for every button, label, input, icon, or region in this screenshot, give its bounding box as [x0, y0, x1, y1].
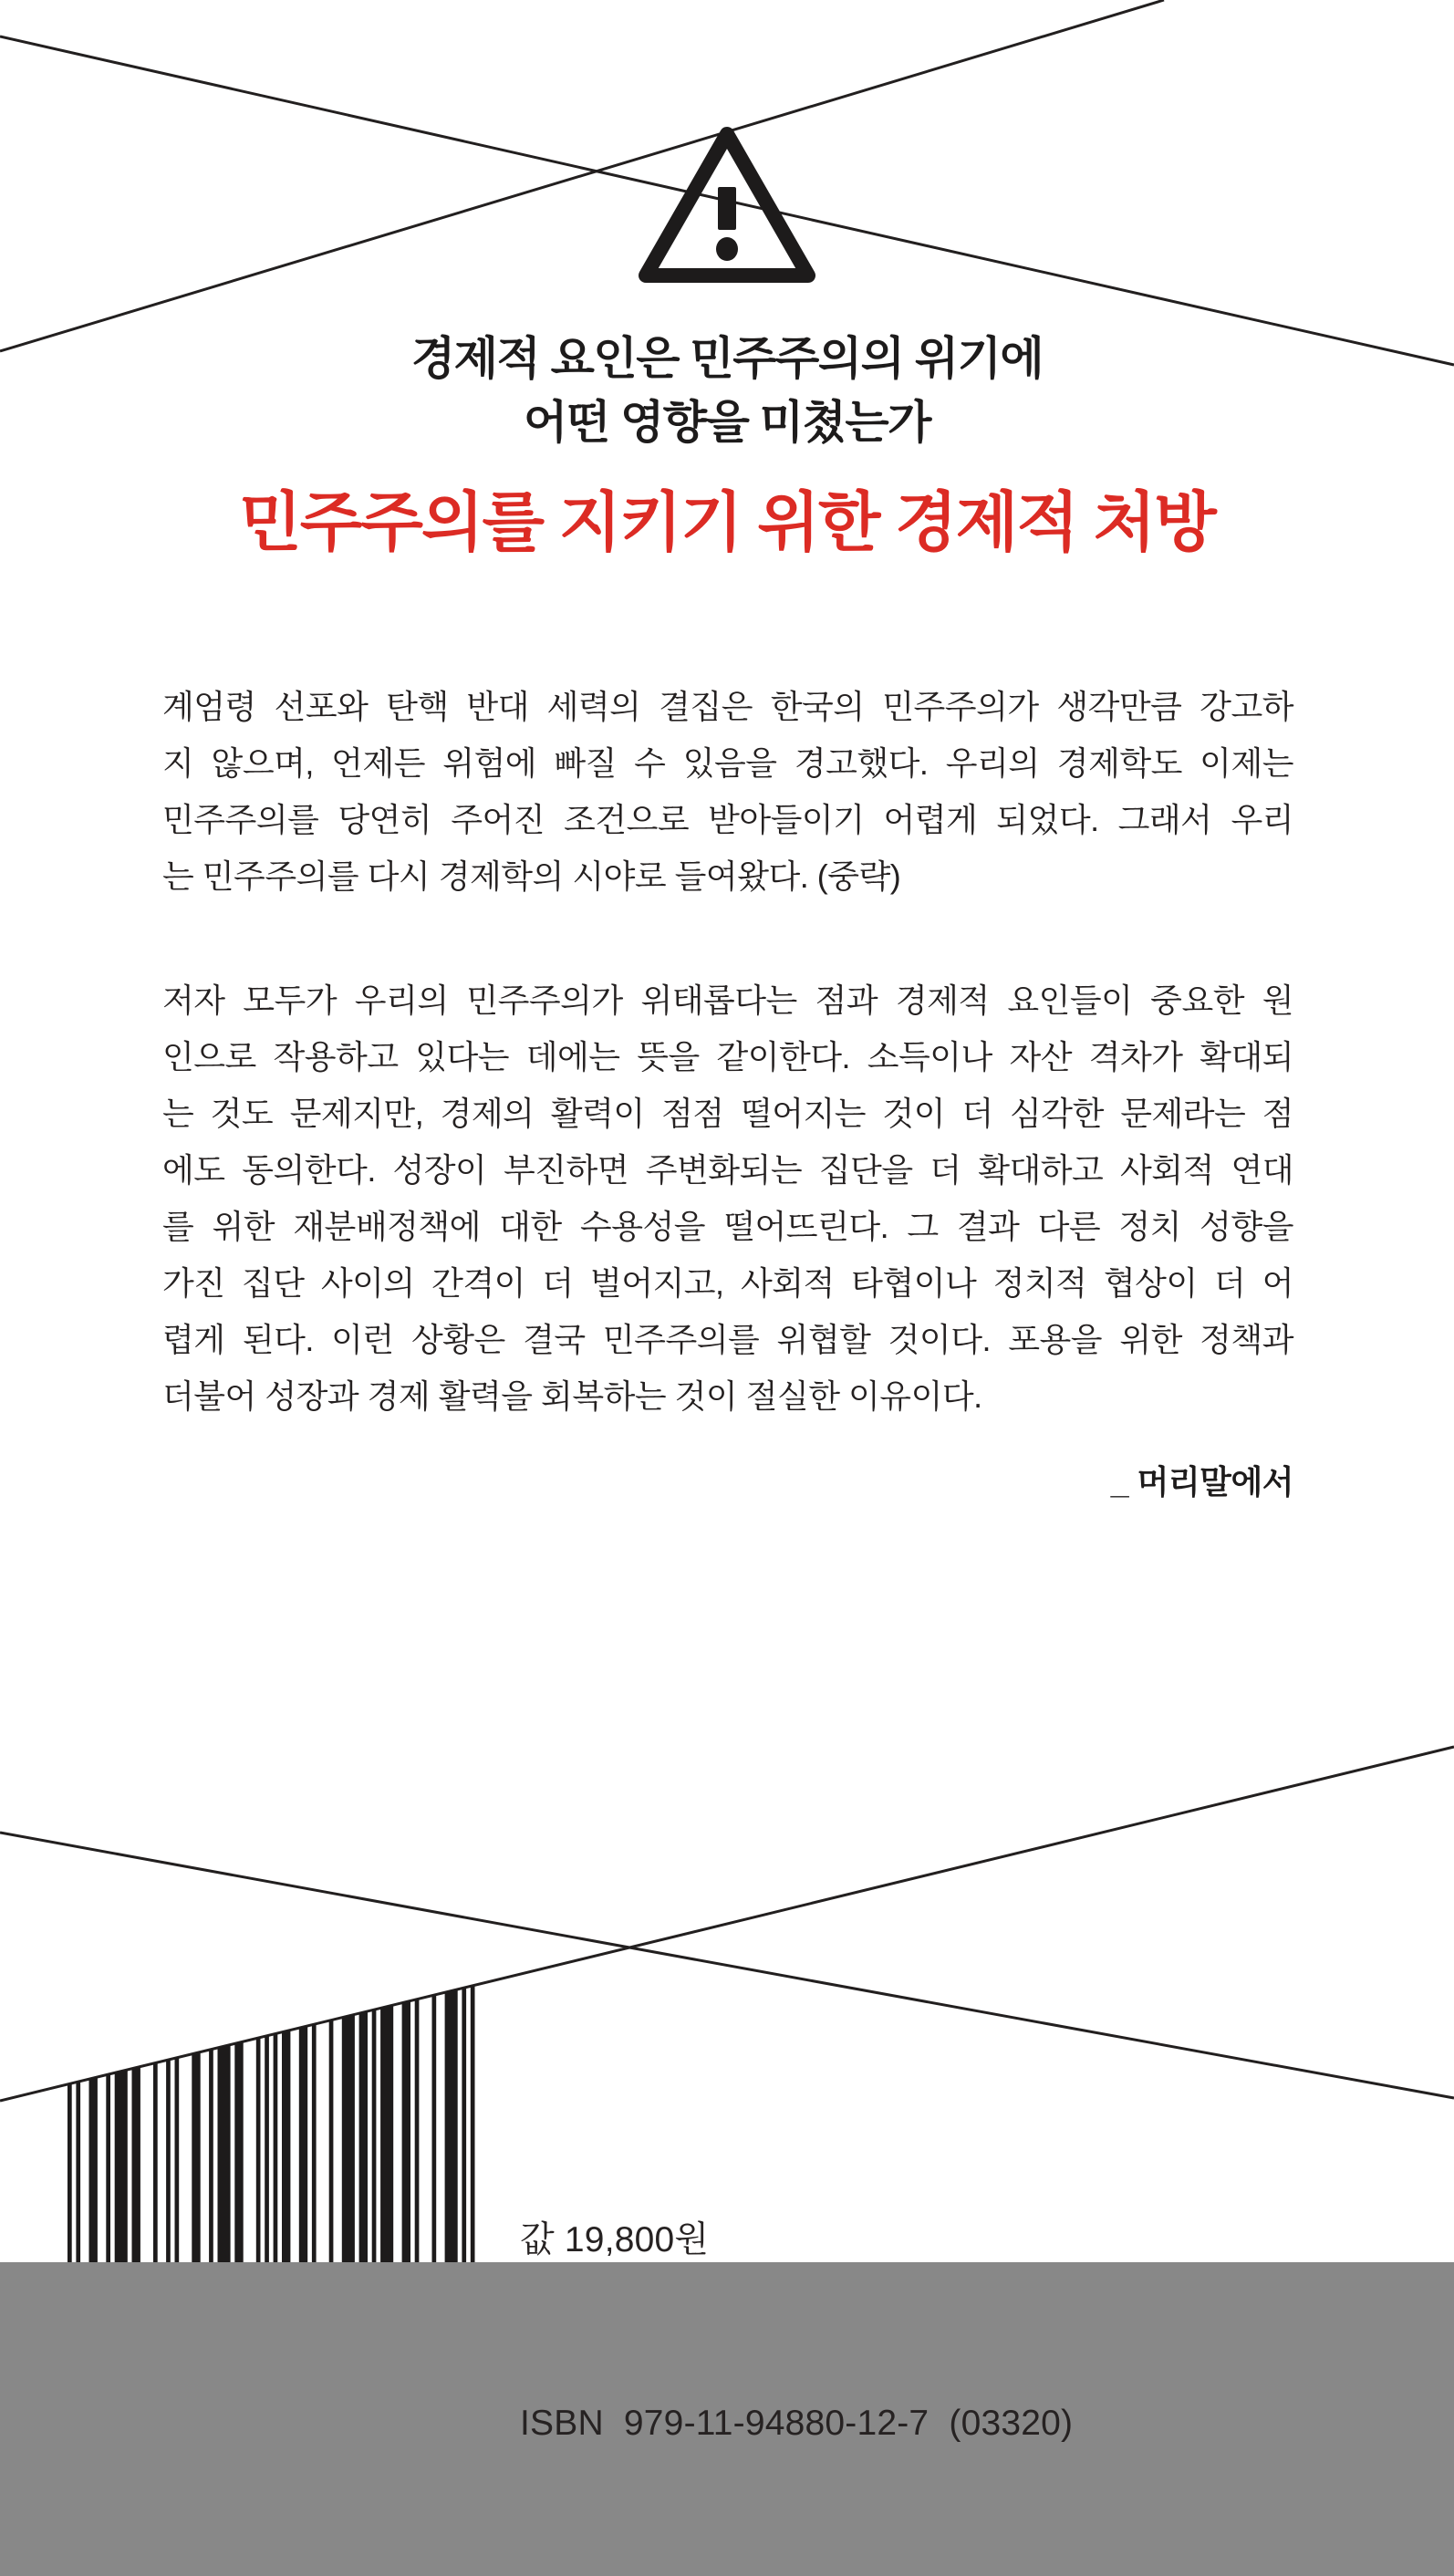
- excerpt-block: [162, 679, 1293, 1511]
- isbn-text: ISBN 979-11-94880-12-7 (03320): [520, 2404, 1074, 2443]
- excerpt-line: 에도 동의한다. 성장이 부진하면 주변화되는 집단을 더 확대하고 사회적 연대: [162, 1151, 1293, 1189]
- excerpt-line: 는 민주주의를 다시 경제학의 시야로 들여왔다. (중략): [162, 857, 901, 895]
- excerpt-line: 민주주의를 당연히 주어진 조건으로 받아들이기 어렵게 되었다. 그래서 우리: [162, 801, 1293, 838]
- excerpt-line: 인으로 작용하고 있다는 데에는 뜻을 같이한다. 소득이나 자산 격차가 확대되: [162, 1038, 1293, 1075]
- excerpt-line: 가진 집단 사이의 간격이 더 벌어지고, 사회적 타협이나 정치적 협상이 더 어: [162, 1264, 1293, 1302]
- headline: [0, 327, 1454, 454]
- headline-line-1: 경제적 요인은 민주주의의 위기에: [410, 333, 1044, 384]
- barcode: [68, 1985, 475, 2262]
- excerpt-line: 지 않으며, 언제든 위험에 빠질 수 있음을 경고했다. 우리의 경제학도 이제는: [162, 744, 1293, 782]
- excerpt-line: 렵게 된다. 이런 상황은 결국 민주주의를 위협할 것이다. 포용을 위한 정책과: [162, 1321, 1293, 1358]
- crop-line-top-ascending: [0, 0, 1164, 351]
- excerpt-line: 계엄령 선포와 탄핵 반대 세력의 결집은 한국의 민주주의가 생각만큼 강고하: [162, 688, 1293, 725]
- excerpt-line: 를 위한 재분배정책에 대한 수용성을 떨어뜨린다. 그 결과 다른 정치 성향을: [162, 1208, 1293, 1245]
- excerpt-line: 는 것도 문제지만, 경제의 활력이 점점 떨어지는 것이 더 심각한 문제라는 점: [162, 1095, 1293, 1132]
- price-text: 값 19,800원: [520, 2220, 710, 2259]
- exclamation-bar: [718, 187, 736, 230]
- excerpt-paragraph-2: [162, 972, 1293, 1425]
- warning-triangle-icon: [633, 117, 821, 292]
- headline-line-2: 어떤 영향을 미쳤는가: [524, 397, 930, 448]
- excerpt-paragraph-1: [162, 679, 1293, 905]
- attribution: _ 머리말에서: [1110, 1463, 1293, 1501]
- excerpt-line: 저자 모두가 우리의 민주주의가 위태롭다는 점과 경제적 요인들이 중요한 원: [162, 982, 1293, 1019]
- exclamation-dot: [716, 237, 738, 261]
- excerpt-line: 더불어 성장과 경제 활력을 회복하는 것이 절실한 이유이다.: [162, 1377, 982, 1415]
- pricing-block: [520, 2087, 1073, 2576]
- book-title: 민주주의를 지키기 위한 경제적 처방: [239, 487, 1215, 559]
